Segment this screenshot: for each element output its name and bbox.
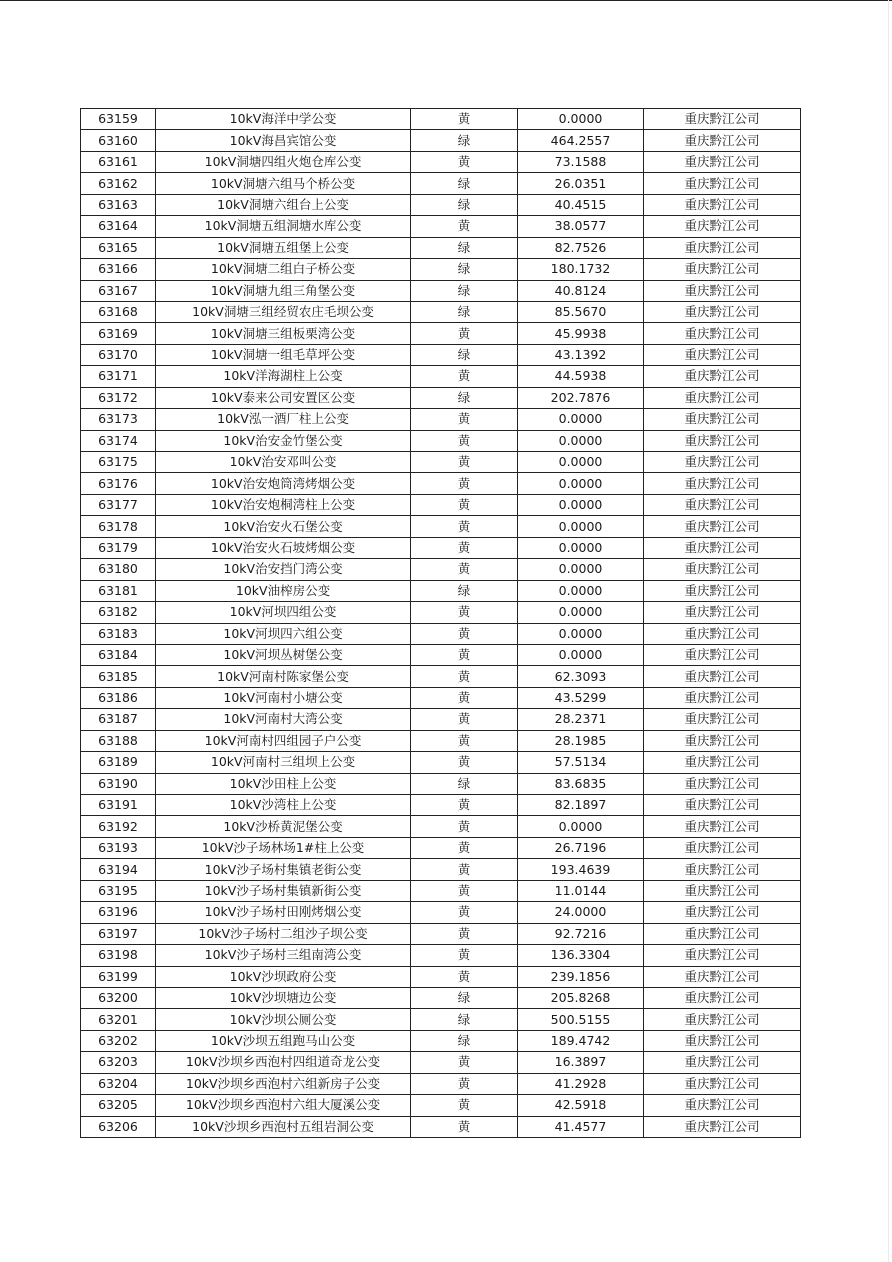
cell-value: 42.5918 — [518, 1095, 644, 1116]
cell-id: 63203 — [81, 1052, 156, 1073]
table-row — [81, 859, 801, 880]
cell-transformer-name: 10kV沙子场村集镇新街公变 — [156, 880, 411, 901]
cell-value: 82.7526 — [518, 237, 644, 258]
table-row — [81, 837, 801, 858]
cell-company: 重庆黔江公司 — [644, 966, 801, 987]
cell-value: 0.0000 — [518, 602, 644, 623]
cell-id: 63188 — [81, 730, 156, 751]
cell-value: 43.1392 — [518, 344, 644, 365]
cell-status: 绿 — [411, 194, 518, 215]
cell-transformer-name: 10kV沙坝乡西泡村六组大厦溪公变 — [156, 1095, 411, 1116]
cell-id: 63175 — [81, 452, 156, 473]
cell-transformer-name: 10kV沙坝公厕公变 — [156, 1009, 411, 1030]
cell-value: 24.0000 — [518, 902, 644, 923]
table-row — [81, 1095, 801, 1116]
cell-transformer-name: 10kV沙坝政府公变 — [156, 966, 411, 987]
cell-value: 500.5155 — [518, 1009, 644, 1030]
cell-value: 43.5299 — [518, 687, 644, 708]
cell-id: 63172 — [81, 387, 156, 408]
cell-id: 63163 — [81, 194, 156, 215]
cell-status: 黄 — [411, 216, 518, 237]
table-row — [81, 301, 801, 322]
cell-value: 62.3093 — [518, 666, 644, 687]
cell-company: 重庆黔江公司 — [644, 537, 801, 558]
table-row — [81, 259, 801, 280]
cell-id: 63191 — [81, 795, 156, 816]
cell-status: 黄 — [411, 859, 518, 880]
table-row — [81, 730, 801, 751]
cell-company: 重庆黔江公司 — [644, 494, 801, 515]
cell-transformer-name: 10kV沙坝乡西泡村六组新房子公变 — [156, 1073, 411, 1094]
cell-id: 63168 — [81, 301, 156, 322]
table-row — [81, 1009, 801, 1030]
cell-transformer-name: 10kV河坝四组公变 — [156, 602, 411, 623]
cell-status: 黄 — [411, 323, 518, 344]
cell-id: 63178 — [81, 516, 156, 537]
cell-transformer-name: 10kV沙子场村田刚烤烟公变 — [156, 902, 411, 923]
cell-value: 0.0000 — [518, 109, 644, 130]
table-row — [81, 537, 801, 558]
cell-value: 136.3304 — [518, 945, 644, 966]
cell-company: 重庆黔江公司 — [644, 130, 801, 151]
cell-status: 绿 — [411, 580, 518, 601]
cell-status: 黄 — [411, 1116, 518, 1137]
table-row — [81, 752, 801, 773]
cell-transformer-name: 10kV泓一酒厂柱上公变 — [156, 409, 411, 430]
cell-status: 黄 — [411, 1095, 518, 1116]
cell-value: 0.0000 — [518, 644, 644, 665]
cell-status: 黄 — [411, 752, 518, 773]
cell-status: 绿 — [411, 1009, 518, 1030]
cell-id: 63170 — [81, 344, 156, 365]
cell-value: 0.0000 — [518, 559, 644, 580]
cell-value: 0.0000 — [518, 623, 644, 644]
cell-company: 重庆黔江公司 — [644, 409, 801, 430]
cell-value: 92.7216 — [518, 923, 644, 944]
cell-id: 63165 — [81, 237, 156, 258]
cell-transformer-name: 10kV河南村大湾公变 — [156, 709, 411, 730]
table-row — [81, 880, 801, 901]
cell-company: 重庆黔江公司 — [644, 237, 801, 258]
cell-company: 重庆黔江公司 — [644, 151, 801, 172]
cell-id: 63202 — [81, 1030, 156, 1051]
cell-status: 黄 — [411, 902, 518, 923]
cell-transformer-name: 10kV海洋中学公变 — [156, 109, 411, 130]
cell-status: 绿 — [411, 987, 518, 1008]
cell-company: 重庆黔江公司 — [644, 194, 801, 215]
cell-company: 重庆黔江公司 — [644, 923, 801, 944]
cell-value: 16.3897 — [518, 1052, 644, 1073]
cell-value: 40.8124 — [518, 280, 644, 301]
cell-id: 63174 — [81, 430, 156, 451]
table-row — [81, 280, 801, 301]
cell-status: 绿 — [411, 344, 518, 365]
cell-company: 重庆黔江公司 — [644, 902, 801, 923]
cell-id: 63190 — [81, 773, 156, 794]
cell-value: 41.2928 — [518, 1073, 644, 1094]
cell-company: 重庆黔江公司 — [644, 752, 801, 773]
cell-value: 0.0000 — [518, 494, 644, 515]
cell-transformer-name: 10kV沙坝五组跑马山公变 — [156, 1030, 411, 1051]
cell-status: 黄 — [411, 494, 518, 515]
cell-status: 黄 — [411, 623, 518, 644]
cell-company: 重庆黔江公司 — [644, 109, 801, 130]
table-row — [81, 559, 801, 580]
table-row — [81, 623, 801, 644]
cell-transformer-name: 10kV沙坝乡西泡村五组岩洞公变 — [156, 1116, 411, 1137]
cell-company: 重庆黔江公司 — [644, 1009, 801, 1030]
page-top-border — [0, 0, 892, 1]
cell-value: 28.1985 — [518, 730, 644, 751]
cell-value: 0.0000 — [518, 473, 644, 494]
cell-id: 63200 — [81, 987, 156, 1008]
cell-transformer-name: 10kV沙湾柱上公变 — [156, 795, 411, 816]
table-body — [81, 109, 801, 1138]
table-row — [81, 644, 801, 665]
cell-value: 0.0000 — [518, 580, 644, 601]
table-row — [81, 387, 801, 408]
cell-status: 黄 — [411, 430, 518, 451]
cell-company: 重庆黔江公司 — [644, 709, 801, 730]
table-row — [81, 430, 801, 451]
cell-value: 0.0000 — [518, 816, 644, 837]
cell-transformer-name: 10kV沙子场林场1#柱上公变 — [156, 837, 411, 858]
cell-company: 重庆黔江公司 — [644, 173, 801, 194]
cell-value: 0.0000 — [518, 409, 644, 430]
cell-value: 73.1588 — [518, 151, 644, 172]
cell-id: 63183 — [81, 623, 156, 644]
cell-status: 黄 — [411, 409, 518, 430]
cell-transformer-name: 10kV洞塘五组洞塘水库公变 — [156, 216, 411, 237]
cell-transformer-name: 10kV治安邓叫公变 — [156, 452, 411, 473]
cell-id: 63171 — [81, 366, 156, 387]
cell-status: 绿 — [411, 259, 518, 280]
cell-transformer-name: 10kV治安炮桐湾柱上公变 — [156, 494, 411, 515]
table-row — [81, 409, 801, 430]
table-row — [81, 151, 801, 172]
cell-id: 63184 — [81, 644, 156, 665]
cell-value: 0.0000 — [518, 430, 644, 451]
cell-status: 黄 — [411, 452, 518, 473]
cell-id: 63177 — [81, 494, 156, 515]
cell-company: 重庆黔江公司 — [644, 644, 801, 665]
cell-id: 63204 — [81, 1073, 156, 1094]
cell-company: 重庆黔江公司 — [644, 344, 801, 365]
cell-transformer-name: 10kV治安金竹堡公变 — [156, 430, 411, 451]
cell-transformer-name: 10kV河南村陈家堡公变 — [156, 666, 411, 687]
cell-company: 重庆黔江公司 — [644, 430, 801, 451]
cell-status: 黄 — [411, 109, 518, 130]
cell-status: 绿 — [411, 1030, 518, 1051]
cell-company: 重庆黔江公司 — [644, 1116, 801, 1137]
table-row — [81, 194, 801, 215]
cell-transformer-name: 10kV治安火石坡烤烟公变 — [156, 537, 411, 558]
cell-id: 63189 — [81, 752, 156, 773]
cell-transformer-name: 10kV洋海湖柱上公变 — [156, 366, 411, 387]
cell-company: 重庆黔江公司 — [644, 623, 801, 644]
cell-value: 41.4577 — [518, 1116, 644, 1137]
cell-id: 63192 — [81, 816, 156, 837]
cell-status: 绿 — [411, 387, 518, 408]
table-row — [81, 945, 801, 966]
cell-value: 202.7876 — [518, 387, 644, 408]
cell-id: 63196 — [81, 902, 156, 923]
cell-company: 重庆黔江公司 — [644, 1052, 801, 1073]
table-row — [81, 237, 801, 258]
cell-status: 黄 — [411, 945, 518, 966]
table-row — [81, 709, 801, 730]
cell-status: 黄 — [411, 709, 518, 730]
cell-status: 黄 — [411, 1073, 518, 1094]
cell-transformer-name: 10kV沙子场村三组南湾公变 — [156, 945, 411, 966]
cell-status: 黄 — [411, 516, 518, 537]
cell-transformer-name: 10kV河坝四六组公变 — [156, 623, 411, 644]
cell-id: 63164 — [81, 216, 156, 237]
cell-id: 63181 — [81, 580, 156, 601]
cell-id: 63205 — [81, 1095, 156, 1116]
table-row — [81, 516, 801, 537]
cell-transformer-name: 10kV泰来公司安置区公变 — [156, 387, 411, 408]
cell-id: 63161 — [81, 151, 156, 172]
cell-transformer-name: 10kV洞塘三组经贸农庄毛坝公变 — [156, 301, 411, 322]
cell-status: 黄 — [411, 966, 518, 987]
cell-value: 11.0144 — [518, 880, 644, 901]
cell-value: 83.6835 — [518, 773, 644, 794]
cell-company: 重庆黔江公司 — [644, 452, 801, 473]
cell-status: 黄 — [411, 1052, 518, 1073]
table-row — [81, 923, 801, 944]
cell-transformer-name: 10kV沙坝塘边公变 — [156, 987, 411, 1008]
cell-value: 57.5134 — [518, 752, 644, 773]
cell-id: 63187 — [81, 709, 156, 730]
cell-company: 重庆黔江公司 — [644, 323, 801, 344]
cell-status: 黄 — [411, 923, 518, 944]
cell-transformer-name: 10kV河坝丛树堡公变 — [156, 644, 411, 665]
cell-status: 黄 — [411, 602, 518, 623]
cell-id: 63206 — [81, 1116, 156, 1137]
table-row — [81, 473, 801, 494]
cell-company: 重庆黔江公司 — [644, 280, 801, 301]
cell-company: 重庆黔江公司 — [644, 773, 801, 794]
cell-transformer-name: 10kV洞塘二组白子桥公变 — [156, 259, 411, 280]
cell-status: 绿 — [411, 280, 518, 301]
cell-value: 26.7196 — [518, 837, 644, 858]
cell-transformer-name: 10kV治安火石堡公变 — [156, 516, 411, 537]
cell-company: 重庆黔江公司 — [644, 730, 801, 751]
table-row — [81, 1030, 801, 1051]
cell-transformer-name: 10kV海昌宾馆公变 — [156, 130, 411, 151]
cell-id: 63179 — [81, 537, 156, 558]
cell-status: 黄 — [411, 687, 518, 708]
cell-id: 63193 — [81, 837, 156, 858]
cell-company: 重庆黔江公司 — [644, 301, 801, 322]
table-row — [81, 344, 801, 365]
cell-status: 黄 — [411, 559, 518, 580]
cell-company: 重庆黔江公司 — [644, 837, 801, 858]
cell-status: 黄 — [411, 666, 518, 687]
cell-id: 63197 — [81, 923, 156, 944]
table-row — [81, 795, 801, 816]
cell-company: 重庆黔江公司 — [644, 216, 801, 237]
cell-status: 黄 — [411, 644, 518, 665]
table-row — [81, 1052, 801, 1073]
cell-status: 绿 — [411, 173, 518, 194]
table-row — [81, 666, 801, 687]
cell-id: 63194 — [81, 859, 156, 880]
cell-company: 重庆黔江公司 — [644, 880, 801, 901]
table-row — [81, 130, 801, 151]
cell-value: 0.0000 — [518, 452, 644, 473]
cell-transformer-name: 10kV沙田柱上公变 — [156, 773, 411, 794]
cell-id: 63199 — [81, 966, 156, 987]
cell-id: 63198 — [81, 945, 156, 966]
cell-company: 重庆黔江公司 — [644, 795, 801, 816]
cell-company: 重庆黔江公司 — [644, 516, 801, 537]
cell-company: 重庆黔江公司 — [644, 1073, 801, 1094]
cell-value: 239.1856 — [518, 966, 644, 987]
cell-value: 44.5938 — [518, 366, 644, 387]
cell-id: 63182 — [81, 602, 156, 623]
table-row — [81, 816, 801, 837]
cell-transformer-name: 10kV河南村四组园子户公变 — [156, 730, 411, 751]
table-row — [81, 1073, 801, 1094]
table-row — [81, 966, 801, 987]
cell-status: 黄 — [411, 880, 518, 901]
cell-company: 重庆黔江公司 — [644, 687, 801, 708]
cell-company: 重庆黔江公司 — [644, 580, 801, 601]
cell-status: 黄 — [411, 816, 518, 837]
cell-transformer-name: 10kV洞塘四组火炮仓库公变 — [156, 151, 411, 172]
cell-transformer-name: 10kV洞塘九组三角堡公变 — [156, 280, 411, 301]
cell-id: 63167 — [81, 280, 156, 301]
cell-status: 黄 — [411, 151, 518, 172]
cell-company: 重庆黔江公司 — [644, 366, 801, 387]
cell-transformer-name: 10kV沙坝乡西泡村四组道奇龙公变 — [156, 1052, 411, 1073]
cell-value: 180.1732 — [518, 259, 644, 280]
cell-company: 重庆黔江公司 — [644, 945, 801, 966]
cell-status: 黄 — [411, 366, 518, 387]
cell-company: 重庆黔江公司 — [644, 387, 801, 408]
cell-transformer-name: 10kV沙子场村二组沙子坝公变 — [156, 923, 411, 944]
cell-id: 63162 — [81, 173, 156, 194]
table-row — [81, 773, 801, 794]
cell-status: 黄 — [411, 537, 518, 558]
cell-value: 0.0000 — [518, 516, 644, 537]
cell-id: 63166 — [81, 259, 156, 280]
cell-status: 黄 — [411, 795, 518, 816]
cell-company: 重庆黔江公司 — [644, 987, 801, 1008]
cell-transformer-name: 10kV洞塘六组台上公变 — [156, 194, 411, 215]
table-row — [81, 602, 801, 623]
cell-transformer-name: 10kV油榨房公变 — [156, 580, 411, 601]
cell-status: 绿 — [411, 301, 518, 322]
cell-value: 464.2557 — [518, 130, 644, 151]
cell-value: 38.0577 — [518, 216, 644, 237]
cell-company: 重庆黔江公司 — [644, 816, 801, 837]
cell-value: 28.2371 — [518, 709, 644, 730]
transformer-table — [80, 108, 801, 1138]
cell-company: 重庆黔江公司 — [644, 259, 801, 280]
cell-value: 40.4515 — [518, 194, 644, 215]
table-row — [81, 366, 801, 387]
cell-transformer-name: 10kV沙子场村集镇老街公变 — [156, 859, 411, 880]
table-row — [81, 109, 801, 130]
table-row — [81, 580, 801, 601]
cell-id: 63176 — [81, 473, 156, 494]
cell-status: 黄 — [411, 473, 518, 494]
table-row — [81, 1116, 801, 1137]
cell-status: 绿 — [411, 773, 518, 794]
cell-transformer-name: 10kV洞塘一组毛草坪公变 — [156, 344, 411, 365]
cell-status: 黄 — [411, 837, 518, 858]
cell-company: 重庆黔江公司 — [644, 1095, 801, 1116]
cell-value: 45.9938 — [518, 323, 644, 344]
cell-status: 绿 — [411, 130, 518, 151]
table-row — [81, 494, 801, 515]
table-row — [81, 687, 801, 708]
cell-value: 0.0000 — [518, 537, 644, 558]
page-right-edge — [888, 0, 889, 1262]
cell-id: 63173 — [81, 409, 156, 430]
cell-transformer-name: 10kV洞塘五组堡上公变 — [156, 237, 411, 258]
table-row — [81, 216, 801, 237]
cell-transformer-name: 10kV治安挡门湾公变 — [156, 559, 411, 580]
cell-value: 205.8268 — [518, 987, 644, 1008]
cell-status: 黄 — [411, 730, 518, 751]
table-row — [81, 987, 801, 1008]
cell-id: 63185 — [81, 666, 156, 687]
cell-value: 82.1897 — [518, 795, 644, 816]
cell-id: 63201 — [81, 1009, 156, 1030]
cell-status: 绿 — [411, 237, 518, 258]
cell-value: 193.4639 — [518, 859, 644, 880]
cell-value: 85.5670 — [518, 301, 644, 322]
cell-id: 63180 — [81, 559, 156, 580]
cell-company: 重庆黔江公司 — [644, 473, 801, 494]
table-row — [81, 452, 801, 473]
table-row — [81, 323, 801, 344]
cell-transformer-name: 10kV治安炮筒湾烤烟公变 — [156, 473, 411, 494]
cell-id: 63169 — [81, 323, 156, 344]
table-row — [81, 902, 801, 923]
cell-id: 63186 — [81, 687, 156, 708]
table-row — [81, 173, 801, 194]
cell-transformer-name: 10kV洞塘六组马个桥公变 — [156, 173, 411, 194]
cell-value: 189.4742 — [518, 1030, 644, 1051]
cell-transformer-name: 10kV沙桥黄泥堡公变 — [156, 816, 411, 837]
cell-id: 63159 — [81, 109, 156, 130]
cell-id: 63160 — [81, 130, 156, 151]
cell-value: 26.0351 — [518, 173, 644, 194]
cell-company: 重庆黔江公司 — [644, 859, 801, 880]
cell-id: 63195 — [81, 880, 156, 901]
cell-transformer-name: 10kV河南村三组坝上公变 — [156, 752, 411, 773]
cell-transformer-name: 10kV河南村小塘公变 — [156, 687, 411, 708]
cell-company: 重庆黔江公司 — [644, 602, 801, 623]
cell-company: 重庆黔江公司 — [644, 1030, 801, 1051]
cell-transformer-name: 10kV洞塘三组板栗湾公变 — [156, 323, 411, 344]
cell-company: 重庆黔江公司 — [644, 666, 801, 687]
cell-company: 重庆黔江公司 — [644, 559, 801, 580]
